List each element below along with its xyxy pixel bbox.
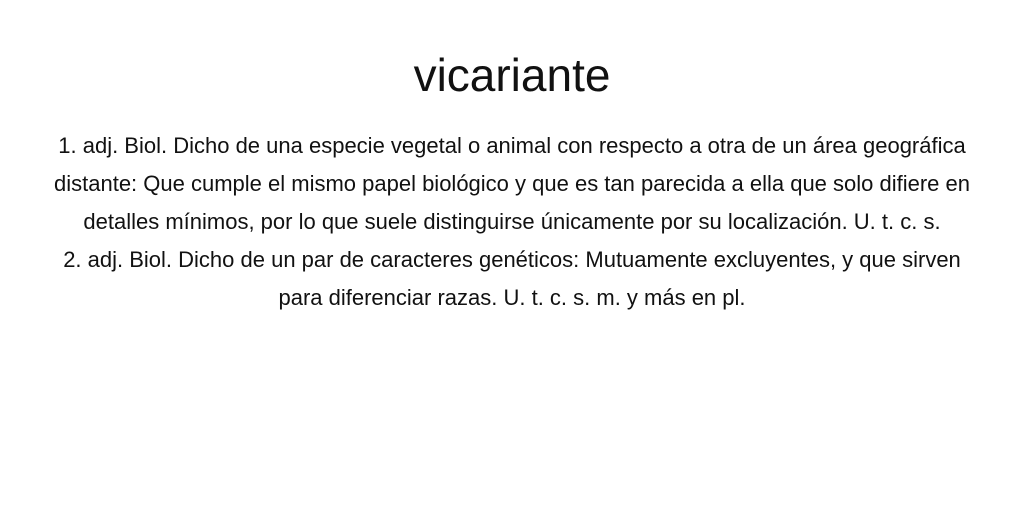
definition-2: 2. adj. Biol. Dicho de un par de caracteres genéticos: Mutuamente excluyentes, y que sirven para diferenciar razas. U. t. c. s. m. y más en pl. <box>63 247 961 310</box>
entry-word-title: vicariante <box>413 49 611 101</box>
definition-1: 1. adj. Biol. Dicho de una especie vegetal o animal con respecto a otra de un área geográfica distante: Que cumple el mismo papel biológico y que es tan parecida a ella que solo difiere en detalles mínimos, por lo que suele distinguirse únicamente por su localización. U. t. c. s. <box>54 133 970 234</box>
definitions-list <box>50 127 974 317</box>
